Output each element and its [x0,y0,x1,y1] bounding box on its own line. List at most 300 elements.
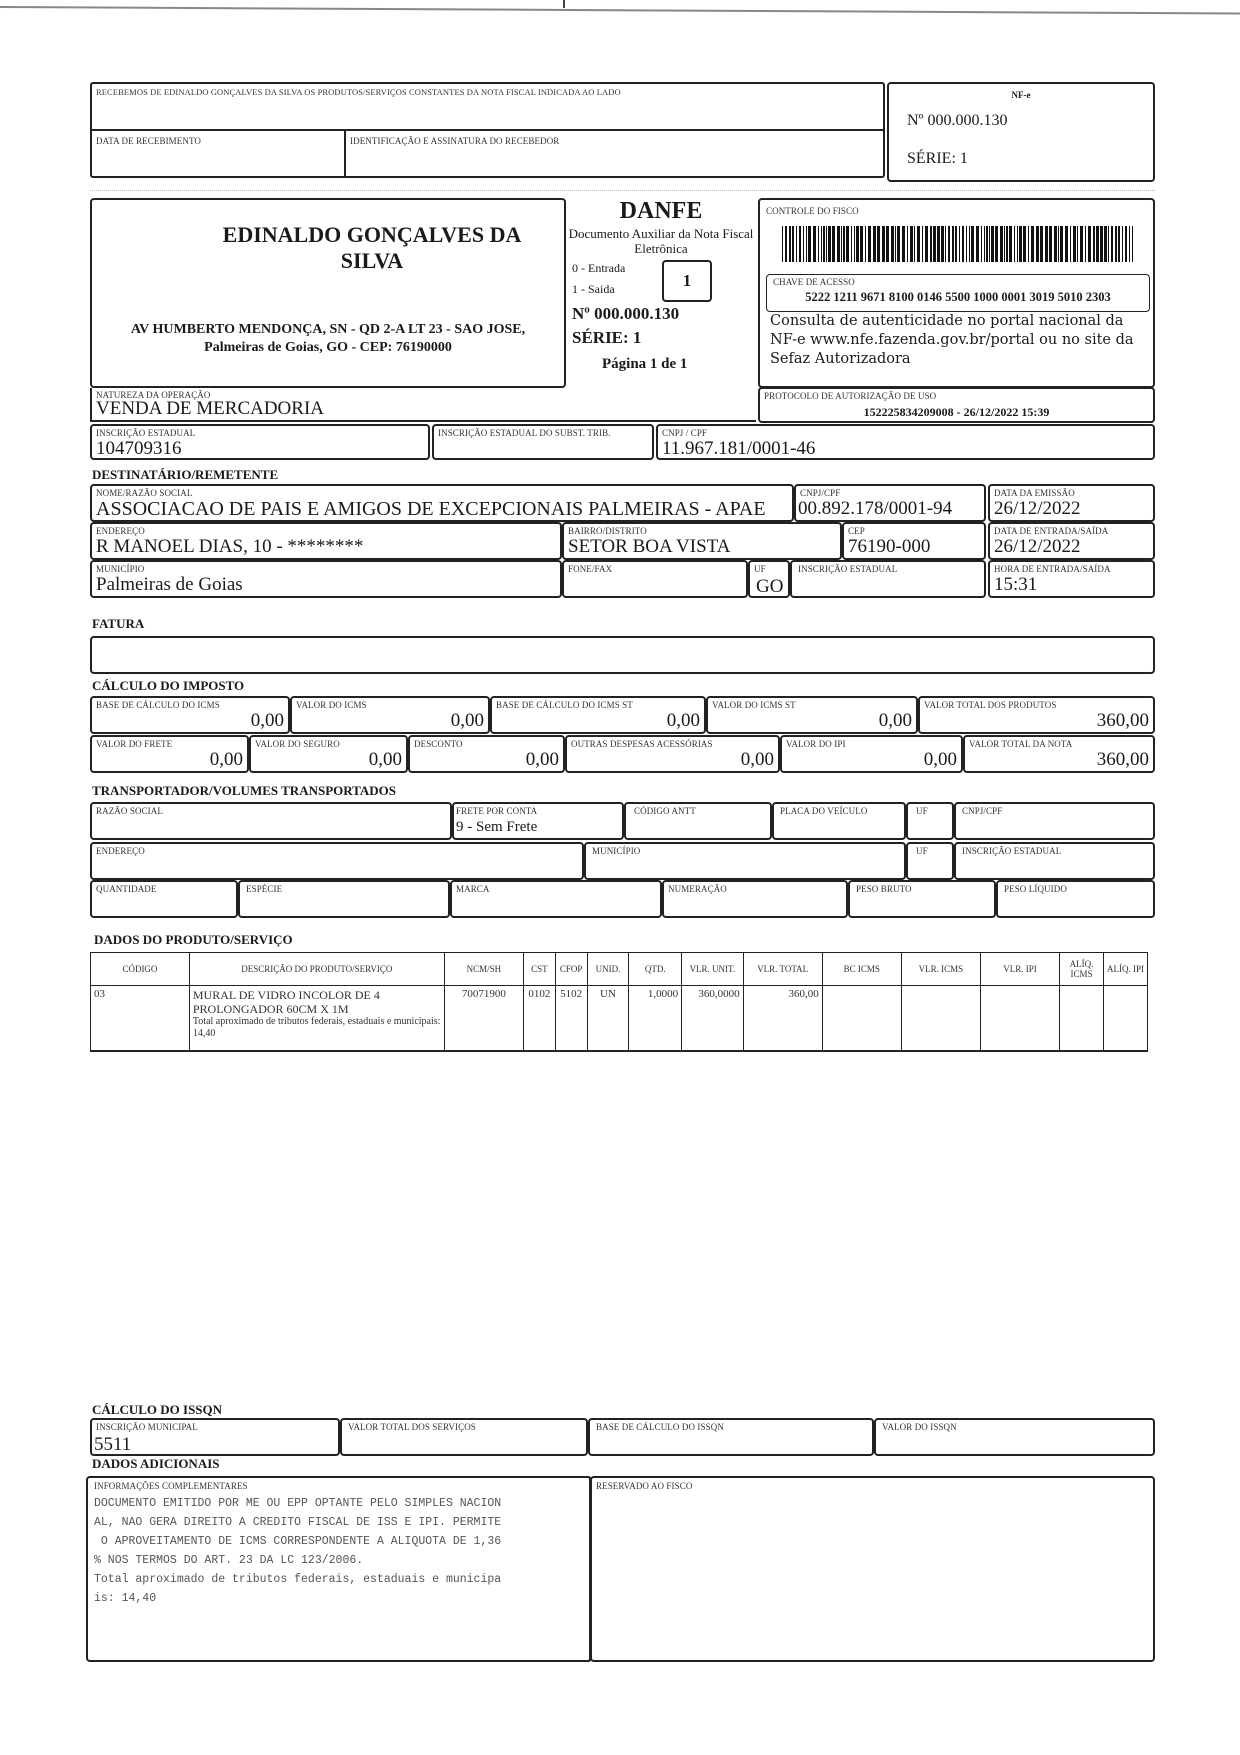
tax-field [780,735,963,773]
tax-row-1 [90,696,1155,734]
tax-field [963,735,1155,773]
access-key-label: CHAVE DE ACESSO [773,277,855,287]
reserved-fisco-box [590,1476,1155,1662]
plate-field [772,802,906,840]
danfe-box [566,198,756,388]
barcode-bar [854,226,855,262]
barcode-bar [945,226,946,262]
gross-weight-field [848,880,996,918]
issuer-box [90,198,566,388]
barcode-bar [971,226,974,262]
carrier-city-label: MUNICÍPIO [592,846,641,856]
municipal-reg-label: INSCRIÇÃO MUNICIPAL [96,1422,198,1432]
tax-field [706,696,918,734]
tax-field-label: BASE DE CÁLCULO DO ICMS [96,700,220,710]
barcode-bar [813,226,816,262]
barcode-bar [984,226,985,262]
barcode-bar [1085,226,1086,262]
district-field [562,522,842,560]
tax-field-label: VALOR DO IPI [786,739,846,749]
volume-numbering-field [662,880,848,918]
invoice-box [90,636,1155,674]
barcode-bar [868,226,871,262]
tax-field-label: VALOR TOTAL DOS PRODUTOS [924,700,1057,710]
barcode-bar [1111,226,1113,262]
barcode-bar [1108,226,1109,262]
receipt-number: Nº 000.000.130 [907,112,1008,129]
info-line: AL, NAO GERA DIREITO A CREDITO FISCAL DE ISS E IPI. PERMITE [94,1516,502,1529]
info-line: Total aproximado de tributos federais, estaduais e municipa [94,1573,502,1586]
freight-field [452,802,624,840]
entry-label: 0 - Entrada [572,261,626,275]
tax-field [490,696,706,734]
barcode [782,226,1134,262]
scan-tick-mark [563,0,565,8]
barcode-bar [1054,226,1057,262]
recipient-name-field [90,484,794,522]
cell-bc-icms [822,986,901,1052]
barcode-bar [1065,226,1068,262]
barcode-bar [860,226,863,262]
recipient-address: R MANOEL DIAS, 10 - ******** [96,536,364,557]
carrier-state-reg-field [954,842,1155,880]
additional-info-label: INFORMAÇÕES COMPLEMENTARES [94,1481,248,1491]
barcode-bar [832,226,835,262]
divider [344,129,346,176]
tax-field-label: BASE DE CÁLCULO DO ICMS ST [496,700,633,710]
tax-field-value: 0,00 [923,749,957,770]
issqn-base-label: BASE DE CÁLCULO DO ISSQN [596,1422,724,1432]
barcode-bar [948,226,950,262]
barcode-bar [877,226,880,262]
barcode-bar [1093,226,1095,262]
cell-icms-value [901,986,980,1052]
tax-field-value: 0,00 [450,710,484,731]
barcode-bar [986,226,988,262]
column-header: DESCRIÇÃO DO PRODUTO/SERVIÇO [189,953,444,986]
antt-label: CÓDIGO ANTT [634,806,696,816]
danfe-subtitle: Documento Auxiliar da Nota Fiscal Eletrônica [568,226,754,256]
receipt-stub [90,82,885,178]
services-total-field [340,1418,588,1456]
fisco-box [758,198,1155,388]
cep-value: 76190-000 [848,536,931,557]
tax-field [565,735,780,773]
barcode-bar [1118,226,1120,262]
barcode-bar [991,226,994,262]
barcode-bar [1019,226,1022,262]
barcode-bar [1080,226,1083,262]
barcode-bar [796,226,797,262]
state-reg-value: 104709316 [96,438,182,459]
column-header: NCM/SH [444,953,523,986]
volume-numbering-label: NUMERAÇÃO [668,884,727,894]
barcode-bar [1077,226,1078,262]
recipient-address-field [90,522,562,560]
recipient-cnpj: 00.892.178/0001-94 [798,498,953,519]
tax-field-label: VALOR DO SEGURO [255,739,340,749]
issue-date-field [988,484,1155,522]
access-key[interactable]: 5222 1211 9671 8100 0146 5500 1000 0001 3019 5010 2303 [805,290,1111,304]
tax-field [90,735,249,773]
barcode-bar [1023,226,1026,262]
carrier-address-field [90,842,584,880]
barcode-bar [969,226,970,262]
cell-ipi-rate [1103,986,1147,1052]
freight-value: 9 - Sem Frete [456,819,538,835]
gross-weight-label: PESO BRUTO [856,884,912,894]
recipient-state-reg-label: INSCRIÇÃO ESTADUAL [798,564,898,574]
barcode-bar [955,226,957,262]
tax-field-value: 0,00 [878,710,912,731]
subst-label: INSCRIÇÃO ESTADUAL DO SUBST. TRIB. [438,428,611,438]
column-header: ALÍQ. IPI [1103,953,1147,986]
barcode-bar [976,226,979,262]
column-header: CST [523,953,555,986]
volume-species-label: ESPÉCIE [246,884,283,894]
barcode-bar [1122,226,1123,262]
tax-field-label: VALOR DO ICMS [296,700,367,710]
tax-field-label: DESCONTO [414,739,463,749]
volume-species-field [238,880,450,918]
barcode-bar [821,226,822,262]
tax-field-value: 0,00 [368,749,402,770]
column-header: BC ICMS [822,953,901,986]
barcode-bar [1096,226,1099,262]
danfe-title: DANFE [619,198,703,224]
barcode-bar [803,226,804,262]
carrier-city-field [584,842,906,880]
uf-value: GO [756,576,784,597]
consult-text: Consulta de autenticidade no portal nacional da NF-e www.nfe.fazenda.gov.br/portal ou no site da Sefaz Autorizadora [770,313,1134,367]
column-header: VLR. ICMS [901,953,980,986]
entry-date: 26/12/2022 [994,536,1081,557]
cnpj-label: CNPJ / CPF [662,428,708,438]
receipt-signature-label: IDENTIFICAÇÃO E ASSINATURA DO RECEBEDOR [350,136,560,146]
phone-field [562,560,748,598]
state-reg-field [90,424,430,460]
barcode-bar [966,226,967,262]
barcode-bar [897,226,900,262]
barcode-bar [1132,226,1133,262]
city-value: Palmeiras de Goias [96,574,243,595]
subst-field [432,424,654,460]
antt-field [624,802,772,840]
products-section-title: DADOS DO PRODUTO/SERVIÇO [94,932,293,947]
entry-date-label: DATA DE ENTRADA/SAÍDA [994,526,1109,536]
tax-field-value: 0,00 [740,749,774,770]
barcode-bar [981,226,982,262]
transport-section-title: TRANSPORTADOR/VOLUMES TRANSPORTADOS [92,783,397,798]
info-line: % NOS TERMOS DO ART. 23 DA LC 123/2006. [94,1554,364,1567]
info-line: O APROVEITAMENTO DE ICMS CORRESPONDENTE A ALIQUOTA DE 1,36 [94,1535,502,1548]
tax-field [90,696,290,734]
cell-icms-rate [1060,986,1104,1052]
district-value: SETOR BOA VISTA [568,536,731,557]
barcode-bar [907,226,908,262]
tax-field-label: VALOR DO FRETE [96,739,173,749]
carrier-name-field [90,802,452,840]
barcode-bar [789,226,791,262]
carrier-state-reg-label: INSCRIÇÃO ESTADUAL [962,846,1062,856]
products-header-row [91,953,1148,986]
cell-unit-value: 360,0000 [682,986,744,1052]
issqn-value-label: VALOR DO ISSQN [882,1422,957,1432]
recipient-cnpj-field [794,484,986,522]
column-header: CÓDIGO [91,953,190,986]
barcode-bar [1070,226,1071,262]
barcode-bar [1115,226,1117,262]
cell-cst: 0102 [523,986,555,1052]
tax-field-value: 360,00 [1096,749,1149,770]
cep-field [842,522,986,560]
cell-cfop: 5102 [555,986,587,1052]
receipt-nfe-box [887,82,1155,182]
city-label: MUNICÍPIO [96,564,145,574]
tax-field-value: 0,00 [525,749,559,770]
barcode-bar [1000,226,1003,262]
volume-quantity-field [90,880,238,918]
cell-total-value: 360,00 [743,986,822,1052]
cell-description [189,986,444,1052]
receipt-date-label: DATA DE RECEBIMENTO [96,136,202,146]
barcode-bar [989,226,990,262]
phone-label: FONE/FAX [568,564,613,574]
barcode-bar [922,226,923,262]
barcode-bar [799,226,801,262]
carrier-uf2-label: UF [916,846,928,856]
barcode-bar [910,226,913,262]
additional-info-text [94,1494,501,1608]
barcode-bar [873,226,876,262]
barcode-bar [782,226,783,262]
cep-label: CEP [848,526,865,536]
carrier-cnpj-label: CNPJ/CPF [962,806,1003,816]
barcode-bar [1036,226,1039,262]
cut-line [90,190,1155,191]
tax-field-label: VALOR DO ICMS ST [712,700,796,710]
nature-label: NATUREZA DA OPERAÇÃO [96,390,211,400]
barcode-bar [1100,226,1103,262]
product-description: MURAL DE VIDRO INCOLOR DE 4 PROLONGADOR 60CM X 1M [192,988,380,1016]
recipient-name-label: NOME/RAZÃO SOCIAL [96,488,193,498]
table-row [91,986,1148,1052]
fisco-control-label: CONTROLE DO FISCO [766,206,859,216]
barcode-bar [837,226,840,262]
access-key-box [766,274,1150,312]
carrier-name-label: RAZÃO SOCIAL [96,806,163,816]
district-label: BAIRRO/DISTRITO [568,526,647,536]
freight-label: FRETE POR CONTA [456,806,538,816]
barcode-bar [806,226,807,262]
entry-time-field [988,560,1155,598]
barcode-bar [886,226,889,262]
barcode-bar [808,226,811,262]
cell-ncm: 70071900 [444,986,523,1052]
nature-field [90,388,756,422]
volume-brand-field [450,880,662,918]
exit-label: 1 - Saida [572,282,615,296]
municipal-reg-field [90,1418,340,1456]
recipient-address-label: ENDEREÇO [96,526,145,536]
recipient-name: ASSOCIACAO DE PAIS E AMIGOS DE EXCEPCIONAIS PALMEIRAS - APAE [96,498,766,520]
barcode-bar [1125,226,1127,262]
issuer-address-line1: AV HUMBERTO MENDONÇA, SN - QD 2-A LT 23 - SAO JOSE, [130,322,526,337]
divider [92,129,883,131]
issuer-address-line2: Palmeiras de Goias, GO - CEP: 76190000 [204,340,452,355]
barcode-bar [891,226,894,262]
column-header: ALÍQ. ICMS [1060,953,1104,986]
tax-field [918,696,1155,734]
carrier-cnpj-field [954,802,1155,840]
additional-info-box [86,1476,592,1662]
barcode-bar [917,226,920,262]
tax-field [408,735,565,773]
info-line: DOCUMENTO EMITIDO POR ME OU EPP OPTANTE PELO SIMPLES NACION [94,1497,502,1510]
barcode-bar [1045,226,1048,262]
barcode-bar [856,226,859,262]
barcode-bar [785,226,787,262]
page-indicator: Página 1 de 1 [602,356,688,372]
tax-field-value: 360,00 [1096,710,1149,731]
barcode-bar [823,226,825,262]
barcode-bar [828,226,831,262]
barcode-bar [930,226,932,262]
product-tax-note: Total aproximado de tributos federais, estaduais e municipais: 14,40 [192,1016,441,1039]
column-header: UNID. [587,953,629,986]
tax-field-value: 0,00 [666,710,700,731]
cell-qty: 1,0000 [629,986,682,1052]
column-header: QTD. [629,953,682,986]
barcode-bar [1004,226,1005,262]
danfe-number: Nº 000.000.130 [572,304,680,323]
products-table [90,952,1148,1052]
uf-label: UF [754,564,766,574]
protocol-box [758,387,1155,423]
volume-brand-label: MARCA [456,884,490,894]
tax-field [249,735,408,773]
volume-quantity-label: QUANTIDADE [96,884,157,894]
barcode-bar [995,226,998,262]
carrier-uf-label: UF [916,806,928,816]
tax-field-value: 0,00 [250,710,284,731]
barcode-bar [1017,226,1018,262]
entry-time: 15:31 [994,574,1038,595]
barcode-bar [818,226,819,262]
carrier-address-label: ENDEREÇO [96,846,145,856]
tax-section-title: CÁLCULO DO IMPOSTO [92,678,245,693]
barcode-bar [925,226,928,262]
receipt-date-field[interactable] [94,146,340,174]
nature-value: VENDA DE MERCADORIA [96,398,324,419]
nfe-label: NF-e [1011,90,1031,100]
plate-label: PLACA DO VEÍCULO [780,806,868,816]
barcode-bar [1049,226,1052,262]
barcode-bar [902,226,905,262]
barcode-bar [941,226,944,262]
additional-section-title: DADOS ADICIONAIS [92,1456,220,1471]
barcode-bar [792,226,794,262]
carrier-uf-field [906,802,954,840]
barcode-bar [882,226,885,262]
receipt-declaration: RECEBEMOS DE EDINALDO GONÇALVES DA SILVA OS PRODUTOS/SERVIÇOS CONSTANTES DA NOTA FISCAL INDICADA AO LADO [96,87,621,97]
barcode-bar [1009,226,1012,262]
cnpj-field [656,424,1155,460]
tax-field-value: 0,00 [209,749,243,770]
barcode-bar [933,226,936,262]
receipt-signature-field[interactable] [348,146,878,174]
issqn-value-field [874,1418,1155,1456]
receipt-series: SÉRIE: 1 [907,150,968,167]
barcode-bar [1073,226,1076,262]
barcode-bar [846,226,849,262]
barcode-bar [1129,226,1130,262]
tax-row-2 [90,735,1155,773]
recipient-section-title: DESTINATÁRIO/REMETENTE [92,467,279,482]
cell-ipi-value [980,986,1059,1052]
municipal-reg-value: 5511 [94,1434,132,1455]
tax-field [290,696,490,734]
issue-date: 26/12/2022 [994,498,1081,519]
uf-field [748,560,790,598]
entry-time-label: HORA DE ENTRADA/SAÍDA [994,564,1111,574]
issqn-base-field [588,1418,874,1456]
barcode-bar [895,226,896,262]
barcode-bar [937,226,940,262]
issuer-name: EDINALDO GONÇALVES DA SILVA [222,222,522,273]
barcode-bar [1058,226,1059,262]
issqn-section-title: CÁLCULO DO ISSQN [92,1402,223,1417]
operation-type-box: 1 [662,260,712,302]
recipient-cnpj-label: CNPJ/CPF [800,488,841,498]
barcode-bar [843,226,845,262]
barcode-bar [1031,226,1034,262]
barcode-bar [1060,226,1063,262]
column-header: VLR. IPI [980,953,1059,986]
tax-field-label: OUTRAS DESPESAS ACESSÓRIAS [571,739,713,749]
protocol-value: 152225834209008 - 26/12/2022 15:39 [863,405,1050,419]
issue-date-label: DATA DA EMISSÃO [994,488,1075,498]
city-field [90,560,562,598]
barcode-bar [1006,226,1008,262]
info-line: is: 14,40 [94,1592,157,1605]
net-weight-field [996,880,1155,918]
barcode-bar [851,226,852,262]
cell-code: 03 [91,986,190,1052]
barcode-bar [865,226,866,262]
invoice-section-title: FATURA [92,616,145,631]
barcode-bar [1088,226,1091,262]
net-weight-label: PESO LÍQUIDO [1004,884,1067,894]
barcode-bar [952,226,954,262]
tax-field-label: VALOR TOTAL DA NOTA [969,739,1073,749]
barcode-bar [1014,226,1015,262]
recipient-state-reg-field [790,560,986,598]
protocol-label: PROTOCOLO DE AUTORIZAÇÃO DE USO [764,391,937,401]
barcode-bar [962,226,964,262]
danfe-series: SÉRIE: 1 [572,328,642,347]
services-total-label: VALOR TOTAL DOS SERVIÇOS [348,1422,476,1432]
state-reg-label: INSCRIÇÃO ESTADUAL [96,428,196,438]
column-header: VLR. TOTAL [743,953,822,986]
reserved-fisco-label: RESERVADO AO FISCO [596,1481,693,1491]
barcode-bar [841,226,842,262]
barcode-bar [1040,226,1043,262]
barcode-bar [914,226,915,262]
barcode-bar [1104,226,1107,262]
column-header: CFOP [555,953,587,986]
cell-unit: UN [587,986,629,1052]
